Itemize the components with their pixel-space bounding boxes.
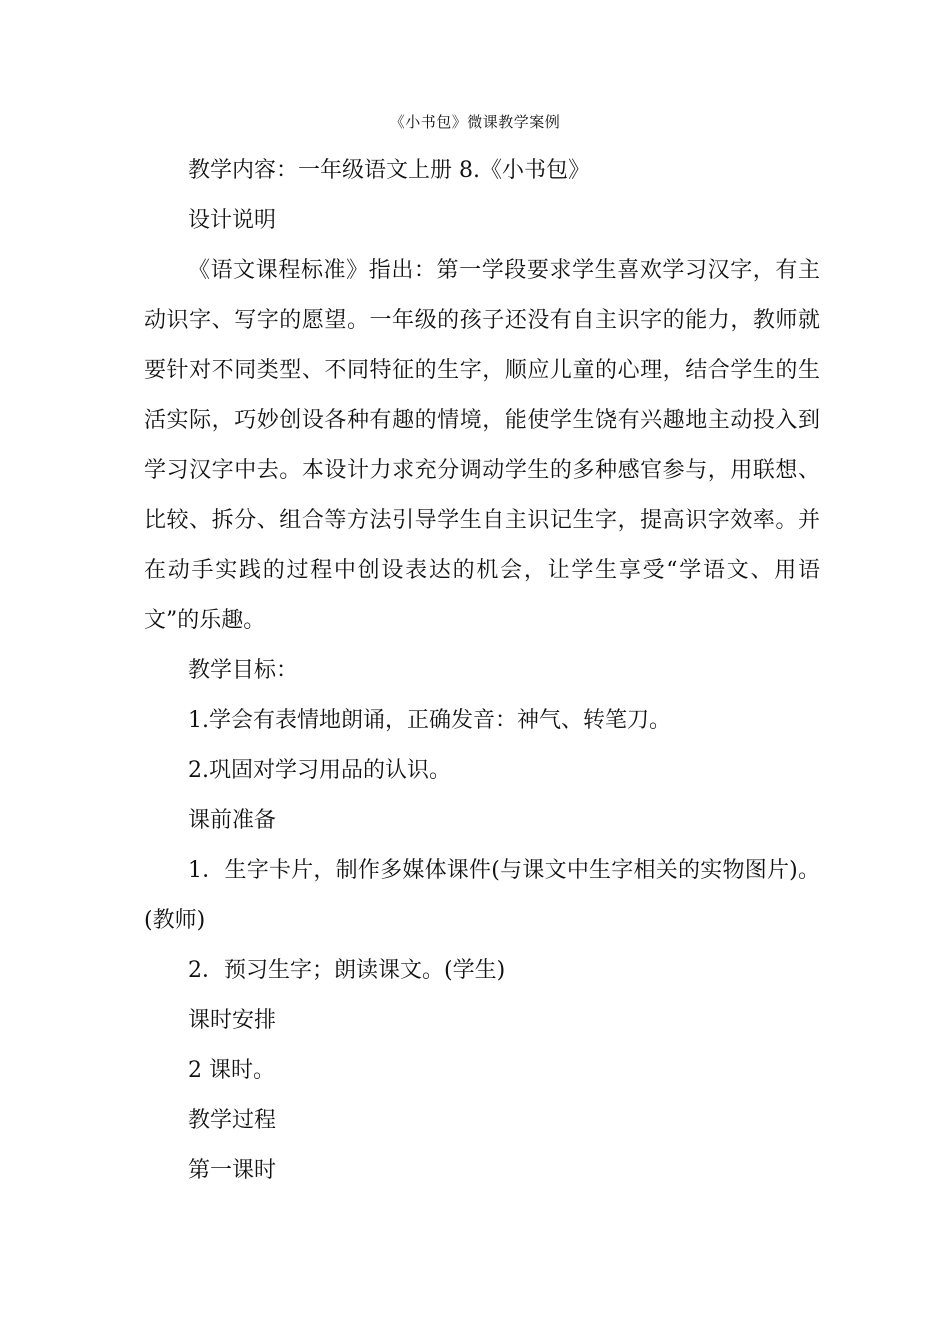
design-paragraph: 《语文课程标准》指出：第一学段要求学生喜欢学习汉字，有主动识字、写字的愿望。一年级的孩子还没有自主识字的能力，教师就要针对不同类型、不同特征的生字，顺应儿童的心理，结合学生的生活实际，巧妙创设各种有趣的情境，能使学生饶有兴趣地主动投入到学习汉字中去。本设计力求充分调动学生的多种感官参与，用联想、比较、拆分、组合等方法引导学生自主识记生字，提高识字效率。并在动手实践的过程中创设表达的机会，让学生享受“学语文、用语文”的乐趣。 <box>144 258 820 633</box>
document-title: 《小书包》微课教学案例 <box>389 113 561 131</box>
design-heading: 设计说明 <box>188 208 277 233</box>
schedule-heading: 课时安排 <box>188 1008 277 1033</box>
goal-item-1: 1.学会有表情地朗诵，正确发音：神气、转笔刀。 <box>188 708 671 733</box>
goal-item-2: 2.巩固对学习用品的认识。 <box>188 758 451 783</box>
goals-heading: 教学目标： <box>188 658 299 683</box>
prep-heading: 课前准备 <box>188 808 277 833</box>
teaching-content-line: 教学内容：一年级语文上册 8.《小书包》 <box>188 158 590 183</box>
process-heading: 教学过程 <box>188 1108 277 1133</box>
prep-item-2: 2．预习生字；朗读课文。(学生) <box>188 958 506 983</box>
first-lesson-heading: 第一课时 <box>188 1158 277 1183</box>
prep-item-1: 1．生字卡片，制作多媒体课件(与课文中生字相关的实物图片)。(教师) <box>144 858 820 933</box>
document-body <box>144 146 820 1196</box>
schedule-value: 2 课时。 <box>188 1058 275 1083</box>
